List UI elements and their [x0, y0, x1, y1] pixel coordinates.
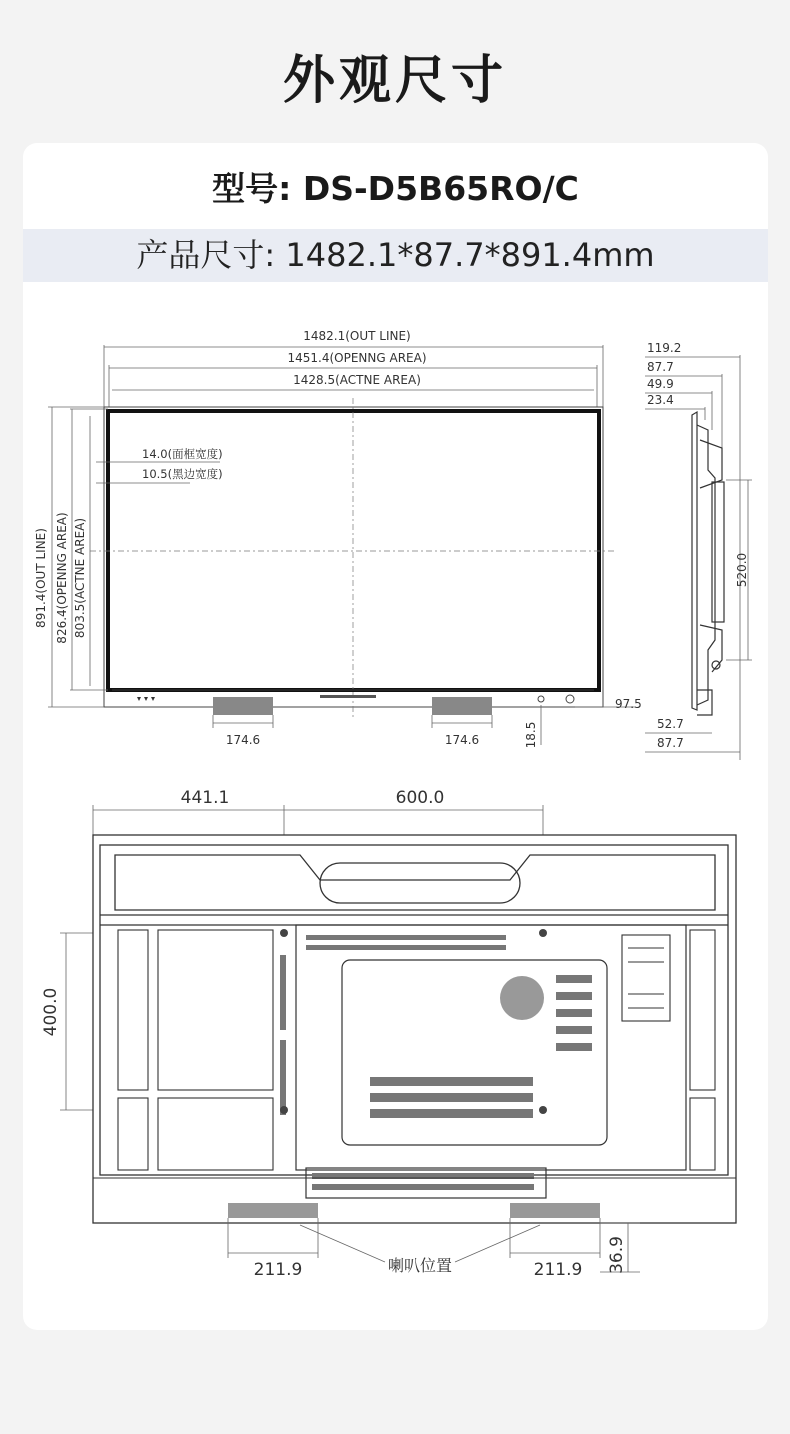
- dim-side-1: 119.2: [647, 341, 682, 355]
- dim-speaker-right: 174.6: [444, 733, 480, 747]
- dim-vesa-height: 400.0: [41, 987, 61, 1037]
- front-speaker-right: [432, 697, 492, 715]
- dim-active-area: 1428.5(ACTNE AREA): [293, 373, 421, 387]
- front-speaker-left: [213, 697, 273, 715]
- side-view: [645, 341, 752, 760]
- back-speaker-left: [228, 1203, 318, 1218]
- back-speaker-right: [510, 1203, 600, 1218]
- product-size: 产品尺寸: 1482.1*87.7*891.4mm: [136, 236, 655, 274]
- dim-out-line: 1482.1(OUT LINE): [303, 329, 411, 343]
- dim-bottom-offset: 18.5: [524, 721, 538, 749]
- dim-opening-area: 1451.4(OPENNG AREA): [287, 351, 427, 365]
- dim-side-bottom-2: 87.7: [657, 736, 684, 750]
- dim-left-offset: 441.1: [180, 788, 230, 808]
- back-view: [41, 788, 736, 1280]
- dim-height-out: 891.4(OUT LINE): [34, 528, 48, 628]
- dim-bezel-width: 14.0(面框宽度): [142, 447, 223, 461]
- model-number: 型号: DS-D5B65RO/C: [212, 169, 579, 208]
- speaker-position-label: 喇叭位置: [387, 1256, 453, 1275]
- dim-height-active: 803.5(ACTNE AREA): [73, 517, 87, 639]
- dim-side-bottom-1: 52.7: [657, 717, 684, 731]
- dim-black-edge: 10.5(黑边宽度): [142, 467, 223, 481]
- dim-speaker-left: 174.6: [225, 733, 261, 747]
- dim-side-2: 87.7: [647, 360, 674, 374]
- dim-vesa-width: 600.0: [395, 788, 445, 808]
- dim-side-4: 23.4: [647, 393, 674, 407]
- front-view: [34, 329, 642, 748]
- dim-button-offset: 97.5: [615, 697, 642, 711]
- dim-side-3: 49.9: [647, 377, 674, 391]
- dim-back-speaker-right: 211.9: [533, 1260, 583, 1280]
- dim-back-speaker-left: 211.9: [253, 1260, 303, 1280]
- back-speaker-grille: [500, 976, 544, 1020]
- page-title: 外观尺寸: [282, 51, 507, 111]
- dim-speaker-height: 36.9: [607, 1236, 627, 1274]
- side-profile: [692, 412, 724, 715]
- dim-mount-height: 520.0: [735, 552, 749, 588]
- dim-height-opening: 826.4(OPENNG AREA): [55, 512, 69, 644]
- back-shell: [93, 835, 736, 1223]
